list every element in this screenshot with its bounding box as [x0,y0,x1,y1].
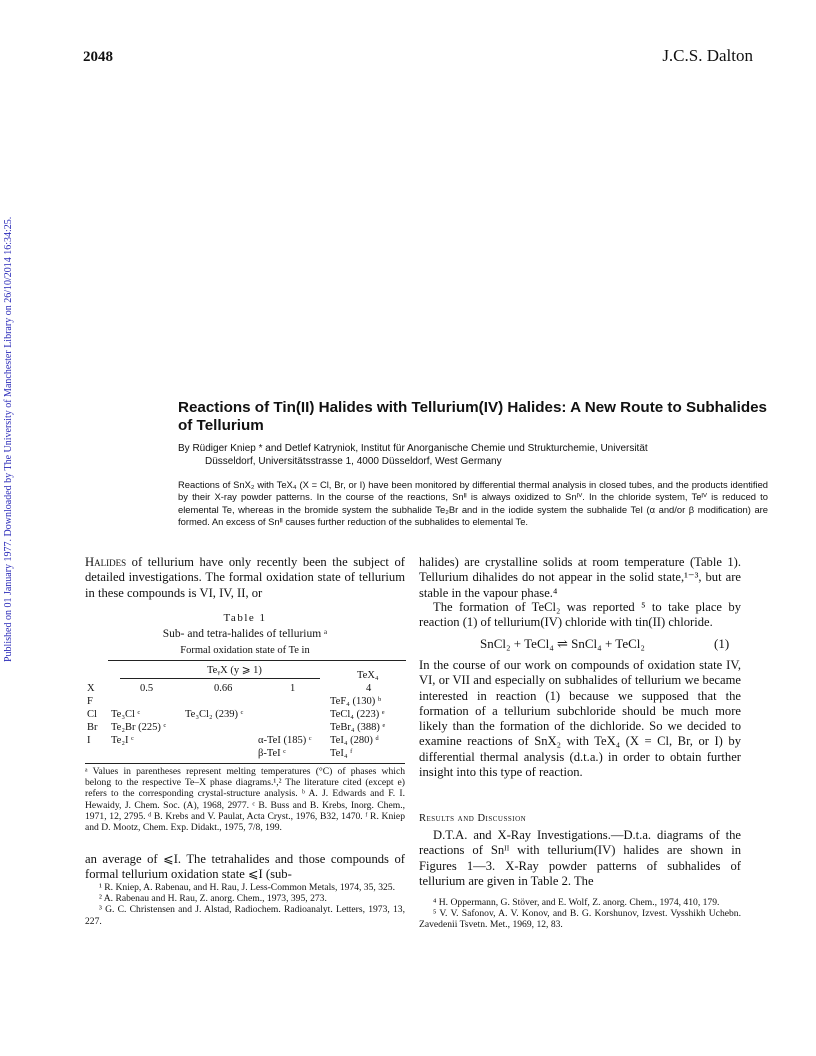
page-number: 2048 [83,49,113,65]
table-cell-c4: TeF₄ (130) ᵇ [330,696,382,707]
table-notes: ᵃ Values in parentheses represent melting temperatures (°C) of phases which belong to the respective Te–X phase diagrams.¹,² The literature cited (except e) refers to the corresponding crystal-structure analysis. ᵇ A. J. Edwards and F. I. Hewaidy, J. Chem. Soc. (A), 1968, 2977. ᶜ B. Buss and B. Krebs, Inorg. Chem., 1971, 12, 2795. ᵈ B. Krebs and V. Paulat, Acta Cryst., 1976, B32, 1470. ᶠ R. Kniep and D. Mootz, Chem. Exp. Didakt., 1975, 7/8, 199. [85,766,405,834]
left-intro-text: of tellurium have only recently been the subject of detailed investigations. The formal oxidation state of tellurium in these compounds is VI, IV, II, or [85,555,405,600]
section-heading: Results and Discussion [419,813,527,824]
table-cell-c066: Te₃Cl₂ (239) ᶜ [185,709,244,720]
table-cell-c4: TeI₄ ᶠ [330,748,353,759]
footnote-5: ⁵ V. V. Safonov, A. V. Konov, and B. G. Korshunov, Izvest. Vysshikh Uchebn. Zavedenii Tsvetn. Met., 1969, 12, 83. [419,908,741,931]
table-cell-x: I [87,735,91,746]
table-caption: Table 1 [223,612,267,624]
authors-line-1: By Rüdiger Kniep * and Detlef Katryniok, Institut für Anorganische Chemie und Strukturchemie, Universität [178,443,648,454]
right-paragraph-2: The formation of TeCl₂ was reported ⁵ to take place by reaction (1) of tellurium(IV) chloride with tin(II) chloride. [419,600,741,630]
dropcap-word: Halides [85,555,127,569]
table-col-0.5: 0.5 [140,683,154,694]
footnote-1: ¹ R. Kniep, A. Rabenau, and H. Rau, J. Less-Common Metals, 1974, 35, 325. [99,882,395,893]
table-cell-x: F [87,696,93,707]
table-row-header: X [87,683,95,694]
footnote-3: ³ G. C. Christensen and J. Alstad, Radiochem. Radioanalyt. Letters, 1973, 13, 227. [85,904,405,927]
table-cell-c4: TeI₄ (280) ᵈ [330,735,379,746]
journal-name: J.C.S. Dalton [662,46,753,65]
table-col-4: 4 [366,683,372,694]
table-bottom-rule [85,763,405,764]
right-paragraph-4: D.T.A. and X-Ray Investigations.—D.t.a. diagrams of the reactions of Snᴵᴵ with tellurium(IV) halides are shown in Figures 1—3. X-Ray powder patterns of subhalides of tellurium are given in Table 2. The [419,828,741,888]
footnote-4: ⁴ H. Oppermann, G. Stöver, and E. Wolf, Z. anorg. Chem., 1974, 410, 179. [433,897,720,908]
table-cell-x: Br [87,722,98,733]
article-title: Reactions of Tin(II) Halides with Tellurium(IV) Halides: A New Route to Subhalides of Tellurium [178,399,767,434]
authors-line-2: Düsseldorf, Universitätsstrasse 1, 4000 Düsseldorf, West Germany [205,456,502,467]
table-cell-c1: β-TeI ᶜ [258,748,286,759]
table-cell-x: Cl [87,709,97,720]
equation-number: (1) [714,636,730,651]
footnotes-left [85,882,405,927]
table-col-tex4: TeX₄ [357,670,379,681]
table-cell-c05: Te₃Cl ᶜ [111,709,141,720]
footnote-2: ² A. Rabenau and H. Rau, Z. anorg. Chem., 1973, 395, 273. [99,893,327,905]
table-group-header: Formal oxidation state of Te in [180,645,310,656]
provenance-link[interactable]: Published on 01 January 1977. Downloaded by The University of Manchester Library on 26/10/2014 16:34:25. [3,216,14,662]
table-cell-c4: TeCl₄ (223) ᵉ [330,709,385,720]
table-cell-c05: Te₂I ᶜ [111,735,134,746]
table-cell-c1: α-TeI (185) ᶜ [258,735,312,746]
table-col-1: 1 [290,683,296,694]
table-subgroup-rule [120,678,320,679]
table-cell-c05: Te₂Br (225) ᶜ [111,722,167,733]
left-paragraph-2: an average of ⩽I. The tetrahalides and those compounds of formal tellurium oxidation state ⩽I (sub- [85,852,405,882]
abstract: Reactions of SnX₂ with TeX₄ (X = Cl, Br, or I) have been monitored by differential thermal analysis in closed tubes, and the products identified by their X-ray powder patterns. In the course of the reactions, Snᴵᴵ is always oxidized to Snᴵⱽ. In the chloride system, Teᴵⱽ is reduced to elemental Te, whereas in the bromide system the subhalide Te₂Br and in the iodide system the subhalide TeI (α and/or β modification) are formed. An excess of Snᴵᴵ causes further reduction of the subhalides to elemental Te. [178,479,768,528]
table-cell-c4: TeBr₄ (388) ᵉ [330,722,386,733]
table-subtitle: Sub- and tetra-halides of tellurium ᵃ [162,628,328,640]
right-paragraph-1: halides) are crystalline solids at room temperature (Table 1). Tellurium dihalides do not appear in the solid state,¹⁻³, but are stable in the vapour phase.⁴ [419,555,741,600]
table-group-rule [108,660,406,661]
right-paragraph-3: In the course of our work on compounds of oxidation state IV, VI, or VII and especially on subhalides of tellurium we became interested in reaction (1) because we supposed that the formation of a tellurium subchloride should be much more likely than the formation of the dichloride. So we decided to examine reactions of SnX₂ with TeX₄ (X = Cl, Br, or I) by differential thermal analysis (d.t.a.) in order to obtain further insight into this type of reaction. [419,658,741,780]
table-col-tey: TeᵧX (y ⩾ 1) [207,665,262,676]
left-intro-paragraph [85,555,405,601]
author-affiliation [178,442,768,468]
footnotes-right [419,897,741,931]
equation-1: SnCl₂ + TeCl₄ ⇌ SnCl₄ + TeCl₂ [480,636,645,651]
table-col-0.66: 0.66 [214,683,233,694]
